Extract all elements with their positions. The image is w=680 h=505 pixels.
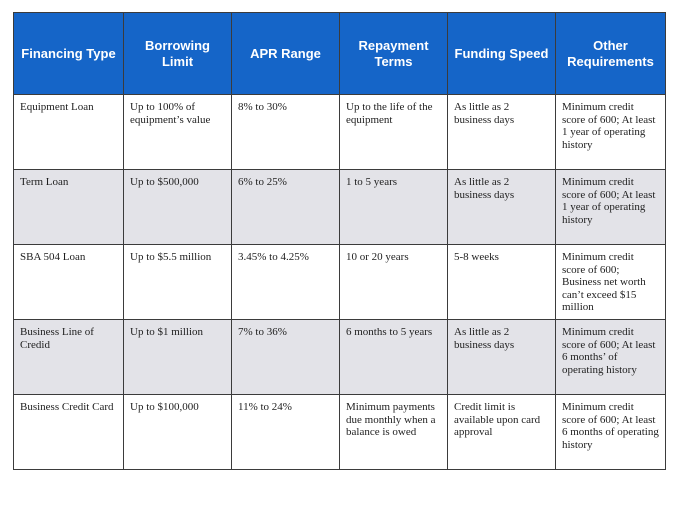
cell-funding-speed: As little as 2 business days (448, 170, 556, 245)
header-apr-range: APR Range (232, 13, 340, 95)
cell-apr-range: 8% to 30% (232, 95, 340, 170)
cell-borrowing-limit: Up to $5.5 million (124, 245, 232, 320)
cell-borrowing-limit: Up to $500,000 (124, 170, 232, 245)
cell-funding-speed: Credit limit is available upon card approval (448, 395, 556, 470)
header-repayment-terms: Repayment Terms (340, 13, 448, 95)
cell-financing-type: Business Credit Card (14, 395, 124, 470)
cell-other-requirements: Minimum credit score of 600; Business net worth can’t exceed $15 million (556, 245, 666, 320)
table-row (14, 395, 666, 470)
cell-repayment-terms: 1 to 5 years (340, 170, 448, 245)
cell-repayment-terms: 10 or 20 years (340, 245, 448, 320)
table-row (14, 95, 666, 170)
cell-funding-speed: As little as 2 business days (448, 320, 556, 395)
cell-repayment-terms: Minimum payments due monthly when a balance is owed (340, 395, 448, 470)
cell-financing-type: SBA 504 Loan (14, 245, 124, 320)
cell-borrowing-limit: Up to $1 million (124, 320, 232, 395)
cell-apr-range: 7% to 36% (232, 320, 340, 395)
header-other-requirements: Other Requirements (556, 13, 666, 95)
cell-other-requirements: Minimum credit score of 600; At least 6 months of operating history (556, 395, 666, 470)
cell-apr-range: 3.45% to 4.25% (232, 245, 340, 320)
cell-apr-range: 11% to 24% (232, 395, 340, 470)
cell-borrowing-limit: Up to $100,000 (124, 395, 232, 470)
header-borrowing-limit: Borrowing Limit (124, 13, 232, 95)
table-row (14, 320, 666, 395)
table-header (14, 13, 666, 95)
header-funding-speed: Funding Speed (448, 13, 556, 95)
financing-comparison-table (13, 12, 666, 470)
cell-funding-speed: As little as 2 business days (448, 95, 556, 170)
cell-other-requirements: Minimum credit score of 600; At least 6 months’ of operating history (556, 320, 666, 395)
cell-other-requirements: Minimum credit score of 600; At least 1 year of operating history (556, 170, 666, 245)
cell-repayment-terms: Up to the life of the equipment (340, 95, 448, 170)
financing-comparison-table-container (13, 12, 665, 470)
cell-financing-type: Business Line of Credid (14, 320, 124, 395)
table-body (14, 95, 666, 470)
cell-repayment-terms: 6 months to 5 years (340, 320, 448, 395)
header-row (14, 13, 666, 95)
cell-apr-range: 6% to 25% (232, 170, 340, 245)
header-financing-type: Financing Type (14, 13, 124, 95)
cell-funding-speed: 5-8 weeks (448, 245, 556, 320)
table-row (14, 170, 666, 245)
cell-financing-type: Term Loan (14, 170, 124, 245)
cell-other-requirements: Minimum credit score of 600; At least 1 year of operating history (556, 95, 666, 170)
cell-financing-type: Equipment Loan (14, 95, 124, 170)
table-row (14, 245, 666, 320)
cell-borrowing-limit: Up to 100% of equipment’s value (124, 95, 232, 170)
